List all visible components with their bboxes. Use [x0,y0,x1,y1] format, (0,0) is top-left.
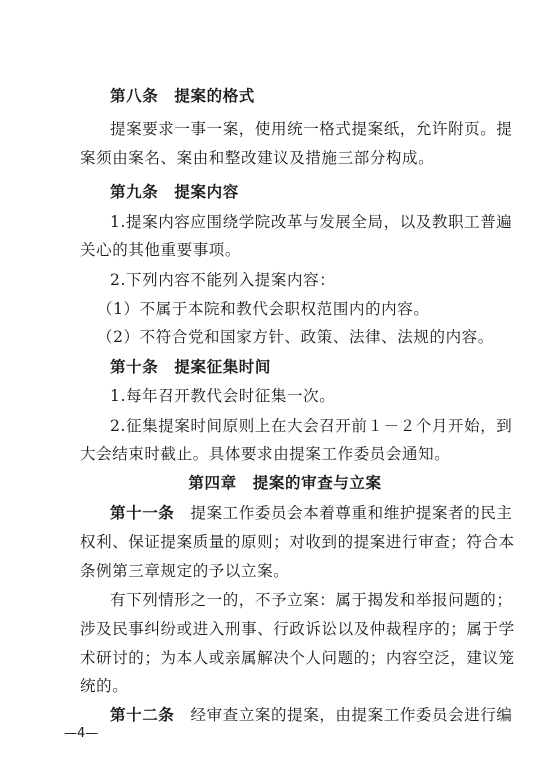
article-9-subitem-1: （1）不属于本院和教代会职权范围内的内容。 [97,300,430,318]
chapter-4-title: 第四章 提案的审查与立案 [188,473,382,492]
article-12-heading: 第十二条 [110,705,175,724]
article-8-body-line-2: 案须由案名、案由和整改建议及措施三部分构成。 [80,149,435,167]
article-10-item-1: 1.每年召开教代会时征集一次。 [110,387,336,405]
article-12-line-1 [110,705,513,725]
article-11-body-line-3: 条例第三章规定的予以立案。 [80,562,290,580]
article-9-item-1-line-1: 1.提案内容应围绕学院改革与发展全局，以及教职工普遍 [110,213,513,231]
article-9-item-1-line-2: 关心的其他重要事项。 [80,241,242,259]
article-10-heading: 第十条 提案征集时间 [110,357,272,376]
article-12-body: 经审查立案的提案，由提案工作委员会进行编 [190,706,513,724]
article-11-body-line-2: 权利、保证提案质量的原则；对收到的提案进行审查；符合本 [80,533,515,551]
article-10-item-2-line-2: 大会结束时截止。具体要求由提案工作委员会通知。 [80,445,451,463]
article-10-item-2-line-1: 2.征集提案时间原则上在大会召开前１－２个月开始，到 [110,417,513,435]
article-11-body-line-1: 提案工作委员会本着尊重和维护提案者的民主 [190,504,513,522]
article-8-heading: 第八条 提案的格式 [110,86,255,105]
article-11-para-2-line-3: 术研讨的；为本人或亲属解决个人问题的；内容空泛，建议笼 [80,649,515,667]
article-11-para-2-line-1: 有下列情形之一的，不予立案：属于揭发和举报问题的； [110,591,513,609]
article-9-heading: 第九条 提案内容 [110,182,239,201]
article-9-item-2: 2.下列内容不能列入提案内容： [110,271,336,289]
article-8-body-line-1: 提案要求一事一案，使用统一格式提案纸，允许附页。提 [110,120,513,138]
article-11-para-2-line-4: 统的。 [80,677,129,695]
article-11-line-1 [110,503,513,523]
article-9-subitem-2: （2）不符合党和国家方针、政策、法律、法规的内容。 [97,328,494,346]
article-11-heading: 第十一条 [110,503,175,522]
article-11-para-2-line-2: 涉及民事纠纷或进入刑事、行政诉讼以及仲裁程序的；属于学 [80,620,515,638]
page-number: —4— [64,726,99,741]
